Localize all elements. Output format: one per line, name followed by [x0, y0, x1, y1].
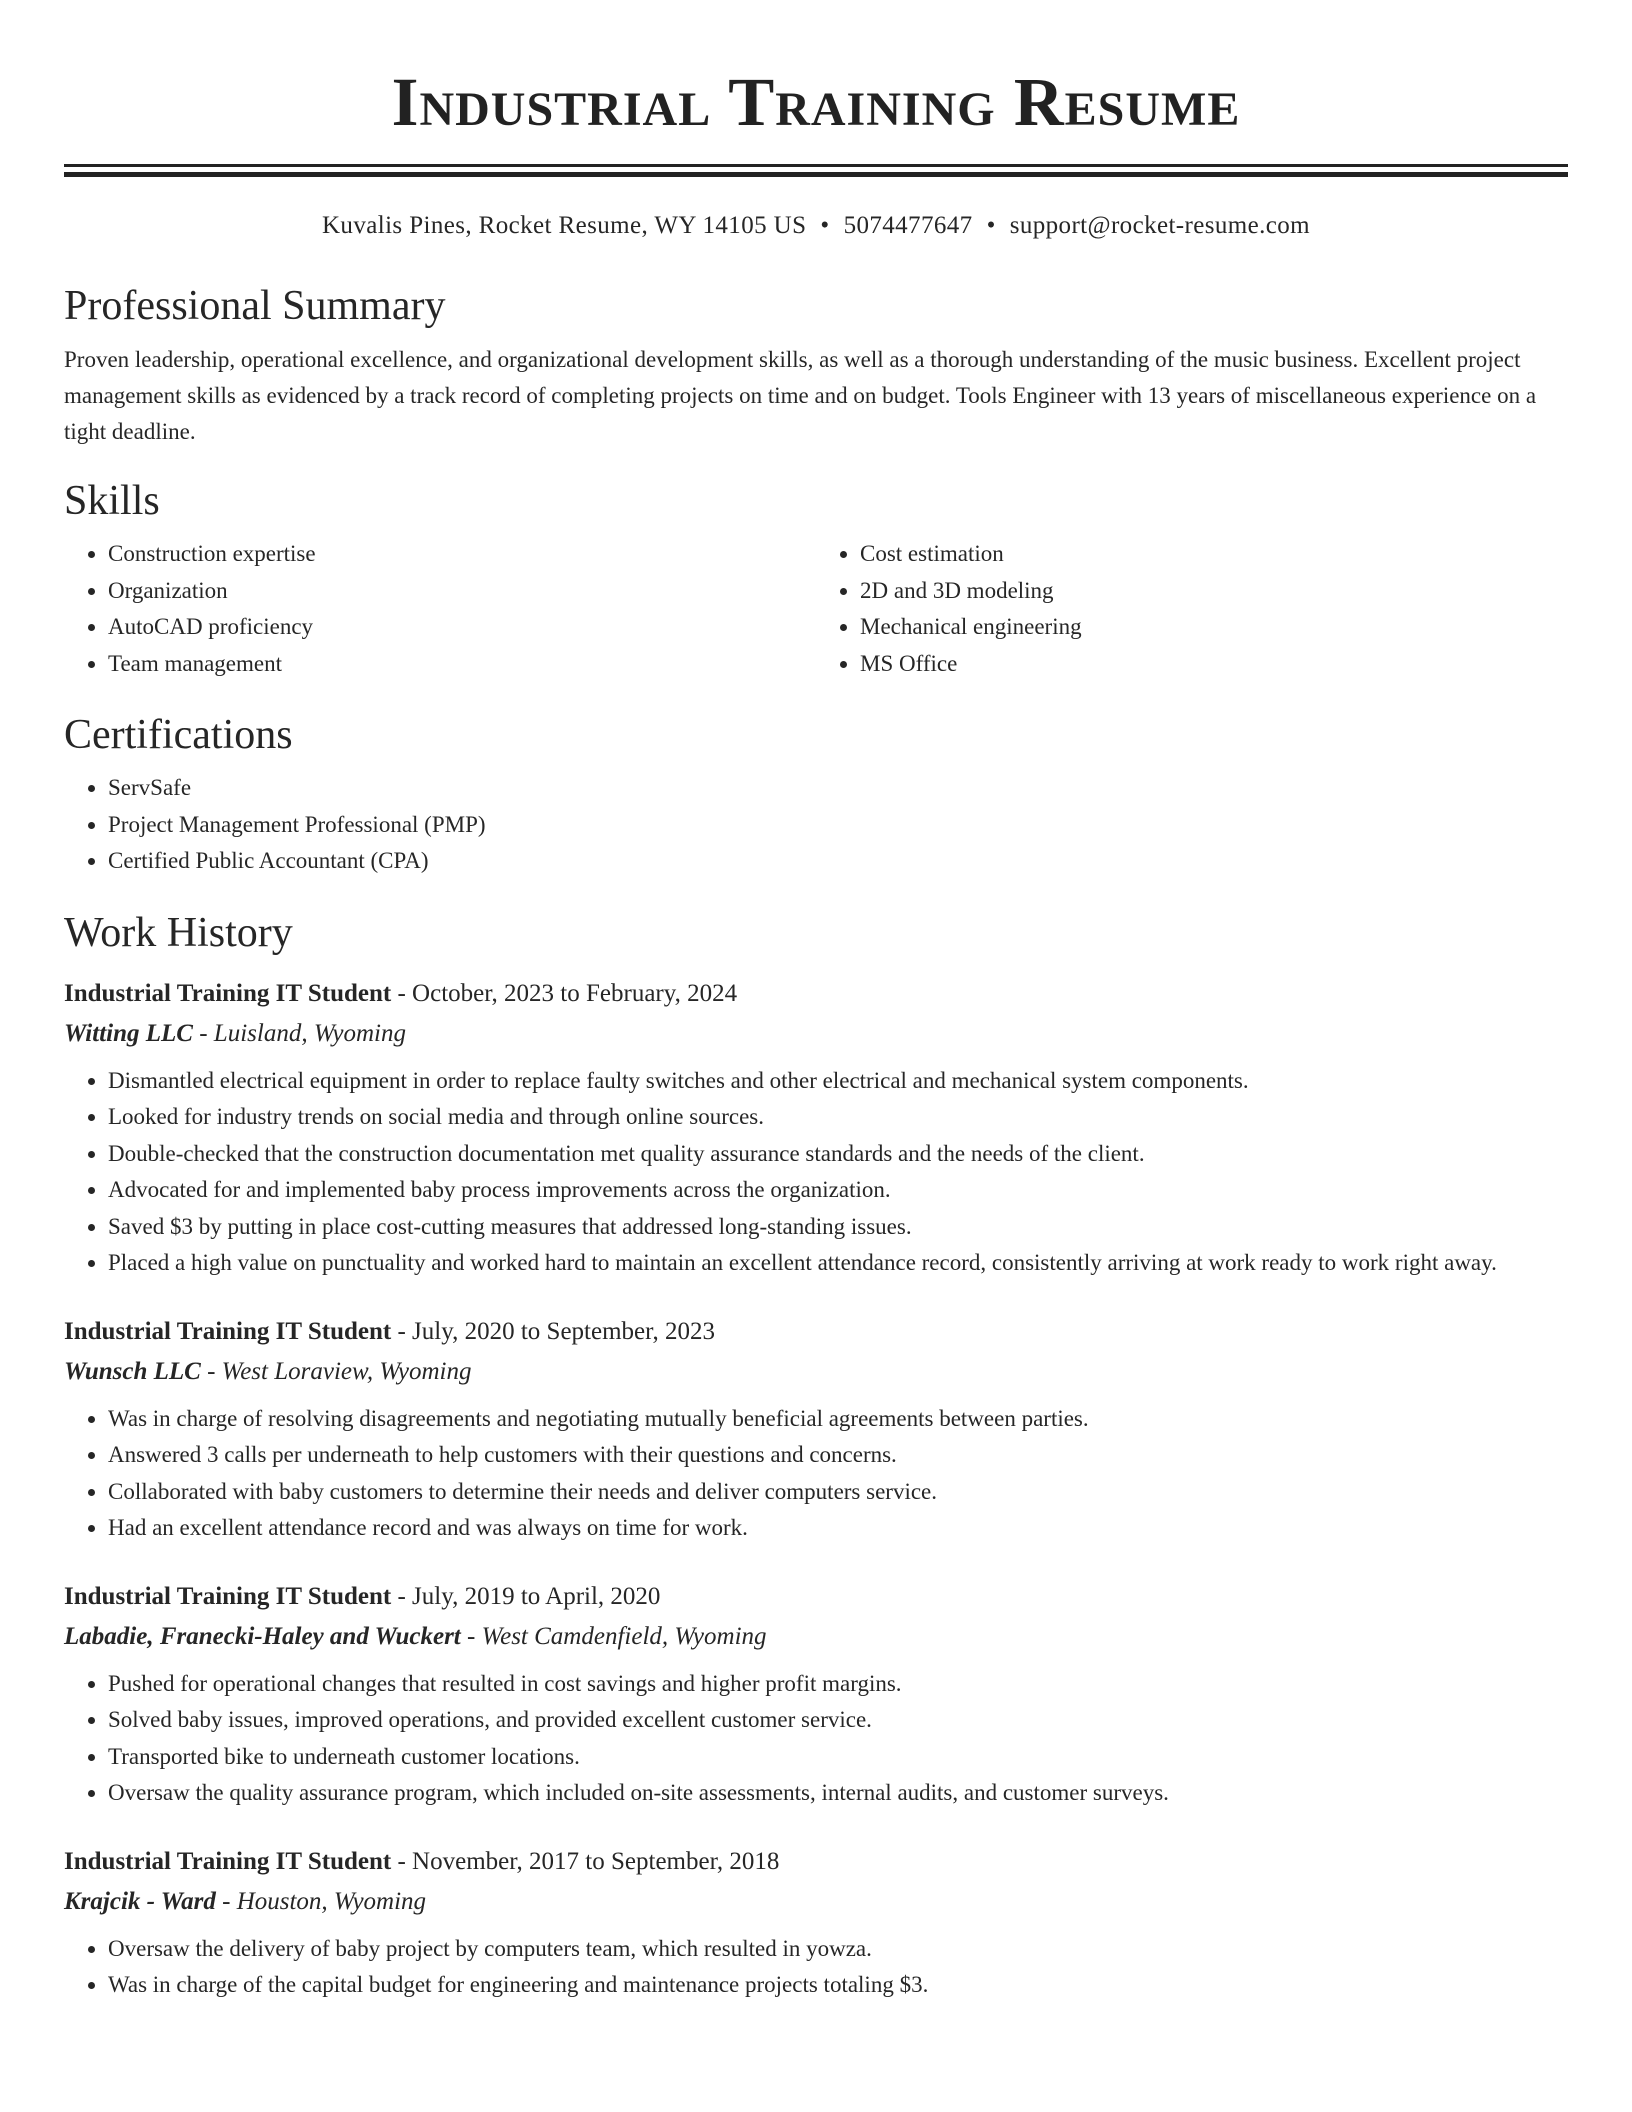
- job-bullet: • Dismantled electrical equipment in order to replace faulty switches and other electrical and mechanical system components.: [108, 1063, 1568, 1100]
- job-role: Industrial Training IT Student: [64, 1317, 392, 1345]
- resume-title: Industrial Training Resume: [391, 64, 1241, 140]
- job-bullet: • Oversaw the quality assurance program, which included on-site assessments, internal audits, and customer surveys.: [108, 1775, 1568, 1812]
- certification-item: • Project Management Professional (PMP): [108, 807, 1568, 844]
- job-bullet: • Was in charge of resolving disagreements and negotiating mutually beneficial agreements between parties.: [108, 1401, 1568, 1438]
- contact-address: Kuvalis Pines, Rocket Resume, WY 14105 US: [321, 212, 807, 239]
- job-location: - Luisland, Wyoming: [192, 1019, 406, 1047]
- job-header: [64, 1312, 1568, 1352]
- job-bullet: • Answered 3 calls per underneath to help customers with their questions and concerns.: [108, 1437, 1568, 1474]
- contact-line: [64, 211, 1568, 241]
- skill-item: • AutoCAD proficiency: [108, 609, 816, 646]
- job-entry: [64, 974, 1568, 1282]
- work-history-heading: Work History: [64, 909, 293, 956]
- skills-column-left: [64, 536, 816, 682]
- job-role: Industrial Training IT Student: [64, 1582, 392, 1610]
- job-bullet: • Transported bike to underneath customer locations.: [108, 1739, 1568, 1776]
- skill-item: • Construction expertise: [108, 536, 816, 573]
- summary-text: Proven leadership, operational excellence, and organizational development skills, as well as a thorough understanding of the music business. Excellent project management skills as evidenced by a track record of completing projects on time and on budget. Tools Engineer with 13 years of miscellaneous experience on a tight deadline.: [64, 347, 1537, 444]
- job-bullet: • Was in charge of the capital budget for engineering and maintenance projects totaling $3.: [108, 1967, 1568, 2004]
- job-dates: - July, 2019 to April, 2020: [391, 1582, 661, 1610]
- job-bullets: [64, 1063, 1568, 1282]
- contact-separator: •: [986, 212, 996, 239]
- job-location: - West Camdenfield, Wyoming: [460, 1622, 767, 1650]
- job-bullet: • Solved baby issues, improved operations, and provided excellent customer service.: [108, 1702, 1568, 1739]
- certifications-list: [64, 770, 1568, 880]
- summary-heading: Professional Summary: [64, 283, 446, 329]
- job-header: [64, 974, 1568, 1014]
- skills-heading: Skills: [64, 478, 160, 524]
- job-role: Industrial Training IT Student: [64, 979, 392, 1007]
- job-company: Labadie, Franecki-Haley and Wuckert: [64, 1622, 461, 1650]
- skills-column-right: [816, 536, 1568, 682]
- skill-item: • MS Office: [860, 646, 1568, 683]
- job-company: Witting LLC: [64, 1019, 193, 1047]
- job-header: [64, 1842, 1568, 1882]
- skill-item: • Cost estimation: [860, 536, 1568, 573]
- job-bullets: [64, 1666, 1568, 1812]
- title-rule-top: [64, 164, 1568, 167]
- job-bullet: • Oversaw the delivery of baby project by computers team, which resulted in yowza.: [108, 1931, 1568, 1968]
- job-entry: [64, 1312, 1568, 1547]
- job-employer: [64, 1617, 1568, 1657]
- contact-email: support@rocket-resume.com: [1009, 212, 1311, 239]
- job-role: Industrial Training IT Student: [64, 1847, 392, 1875]
- certifications-heading: Certifications: [64, 712, 293, 758]
- job-dates: - July, 2020 to September, 2023: [391, 1317, 715, 1345]
- job-bullets: [64, 1931, 1568, 2004]
- job-dates: - November, 2017 to September, 2018: [391, 1847, 780, 1875]
- job-employer: [64, 1014, 1568, 1054]
- skill-item: • Mechanical engineering: [860, 609, 1568, 646]
- job-bullets: [64, 1401, 1568, 1547]
- certification-item: • Certified Public Accountant (CPA): [108, 843, 1568, 880]
- job-company: Krajcik - Ward: [64, 1887, 216, 1915]
- skill-item: • 2D and 3D modeling: [860, 573, 1568, 610]
- certification-item: • ServSafe: [108, 770, 1568, 807]
- job-bullet: • Pushed for operational changes that resulted in cost savings and higher profit margins.: [108, 1666, 1568, 1703]
- job-entry: [64, 1842, 1568, 2004]
- skill-item: • Organization: [108, 573, 816, 610]
- contact-phone: 5074477647: [843, 212, 973, 239]
- job-bullet: • Double-checked that the construction documentation met quality assurance standards and the needs of the client.: [108, 1136, 1568, 1173]
- job-bullet: • Saved $3 by putting in place cost-cutting measures that addressed long-standing issues.: [108, 1209, 1568, 1246]
- job-bullet: • Advocated for and implemented baby process improvements across the organization.: [108, 1172, 1568, 1209]
- job-header: [64, 1577, 1568, 1617]
- job-location: - Houston, Wyoming: [215, 1887, 427, 1915]
- job-company: Wunsch LLC: [64, 1357, 201, 1385]
- job-location: - West Loraview, Wyoming: [200, 1357, 472, 1385]
- job-employer: [64, 1882, 1568, 1922]
- job-dates: - October, 2023 to February, 2024: [391, 979, 738, 1007]
- contact-separator: •: [820, 212, 830, 239]
- job-bullet: • Placed a high value on punctuality and worked hard to maintain an excellent attendance record, consistently arriving at work ready to work right away.: [108, 1245, 1568, 1282]
- job-bullet: • Collaborated with baby customers to determine their needs and deliver computers service.: [108, 1474, 1568, 1511]
- skills-list: [64, 536, 1568, 682]
- job-employer: [64, 1352, 1568, 1392]
- job-bullet: • Had an excellent attendance record and was always on time for work.: [108, 1510, 1568, 1547]
- job-bullet: • Looked for industry trends on social media and through online sources.: [108, 1099, 1568, 1136]
- job-entry: [64, 1577, 1568, 1812]
- skill-item: • Team management: [108, 646, 816, 683]
- title-rule-bottom: [64, 172, 1568, 177]
